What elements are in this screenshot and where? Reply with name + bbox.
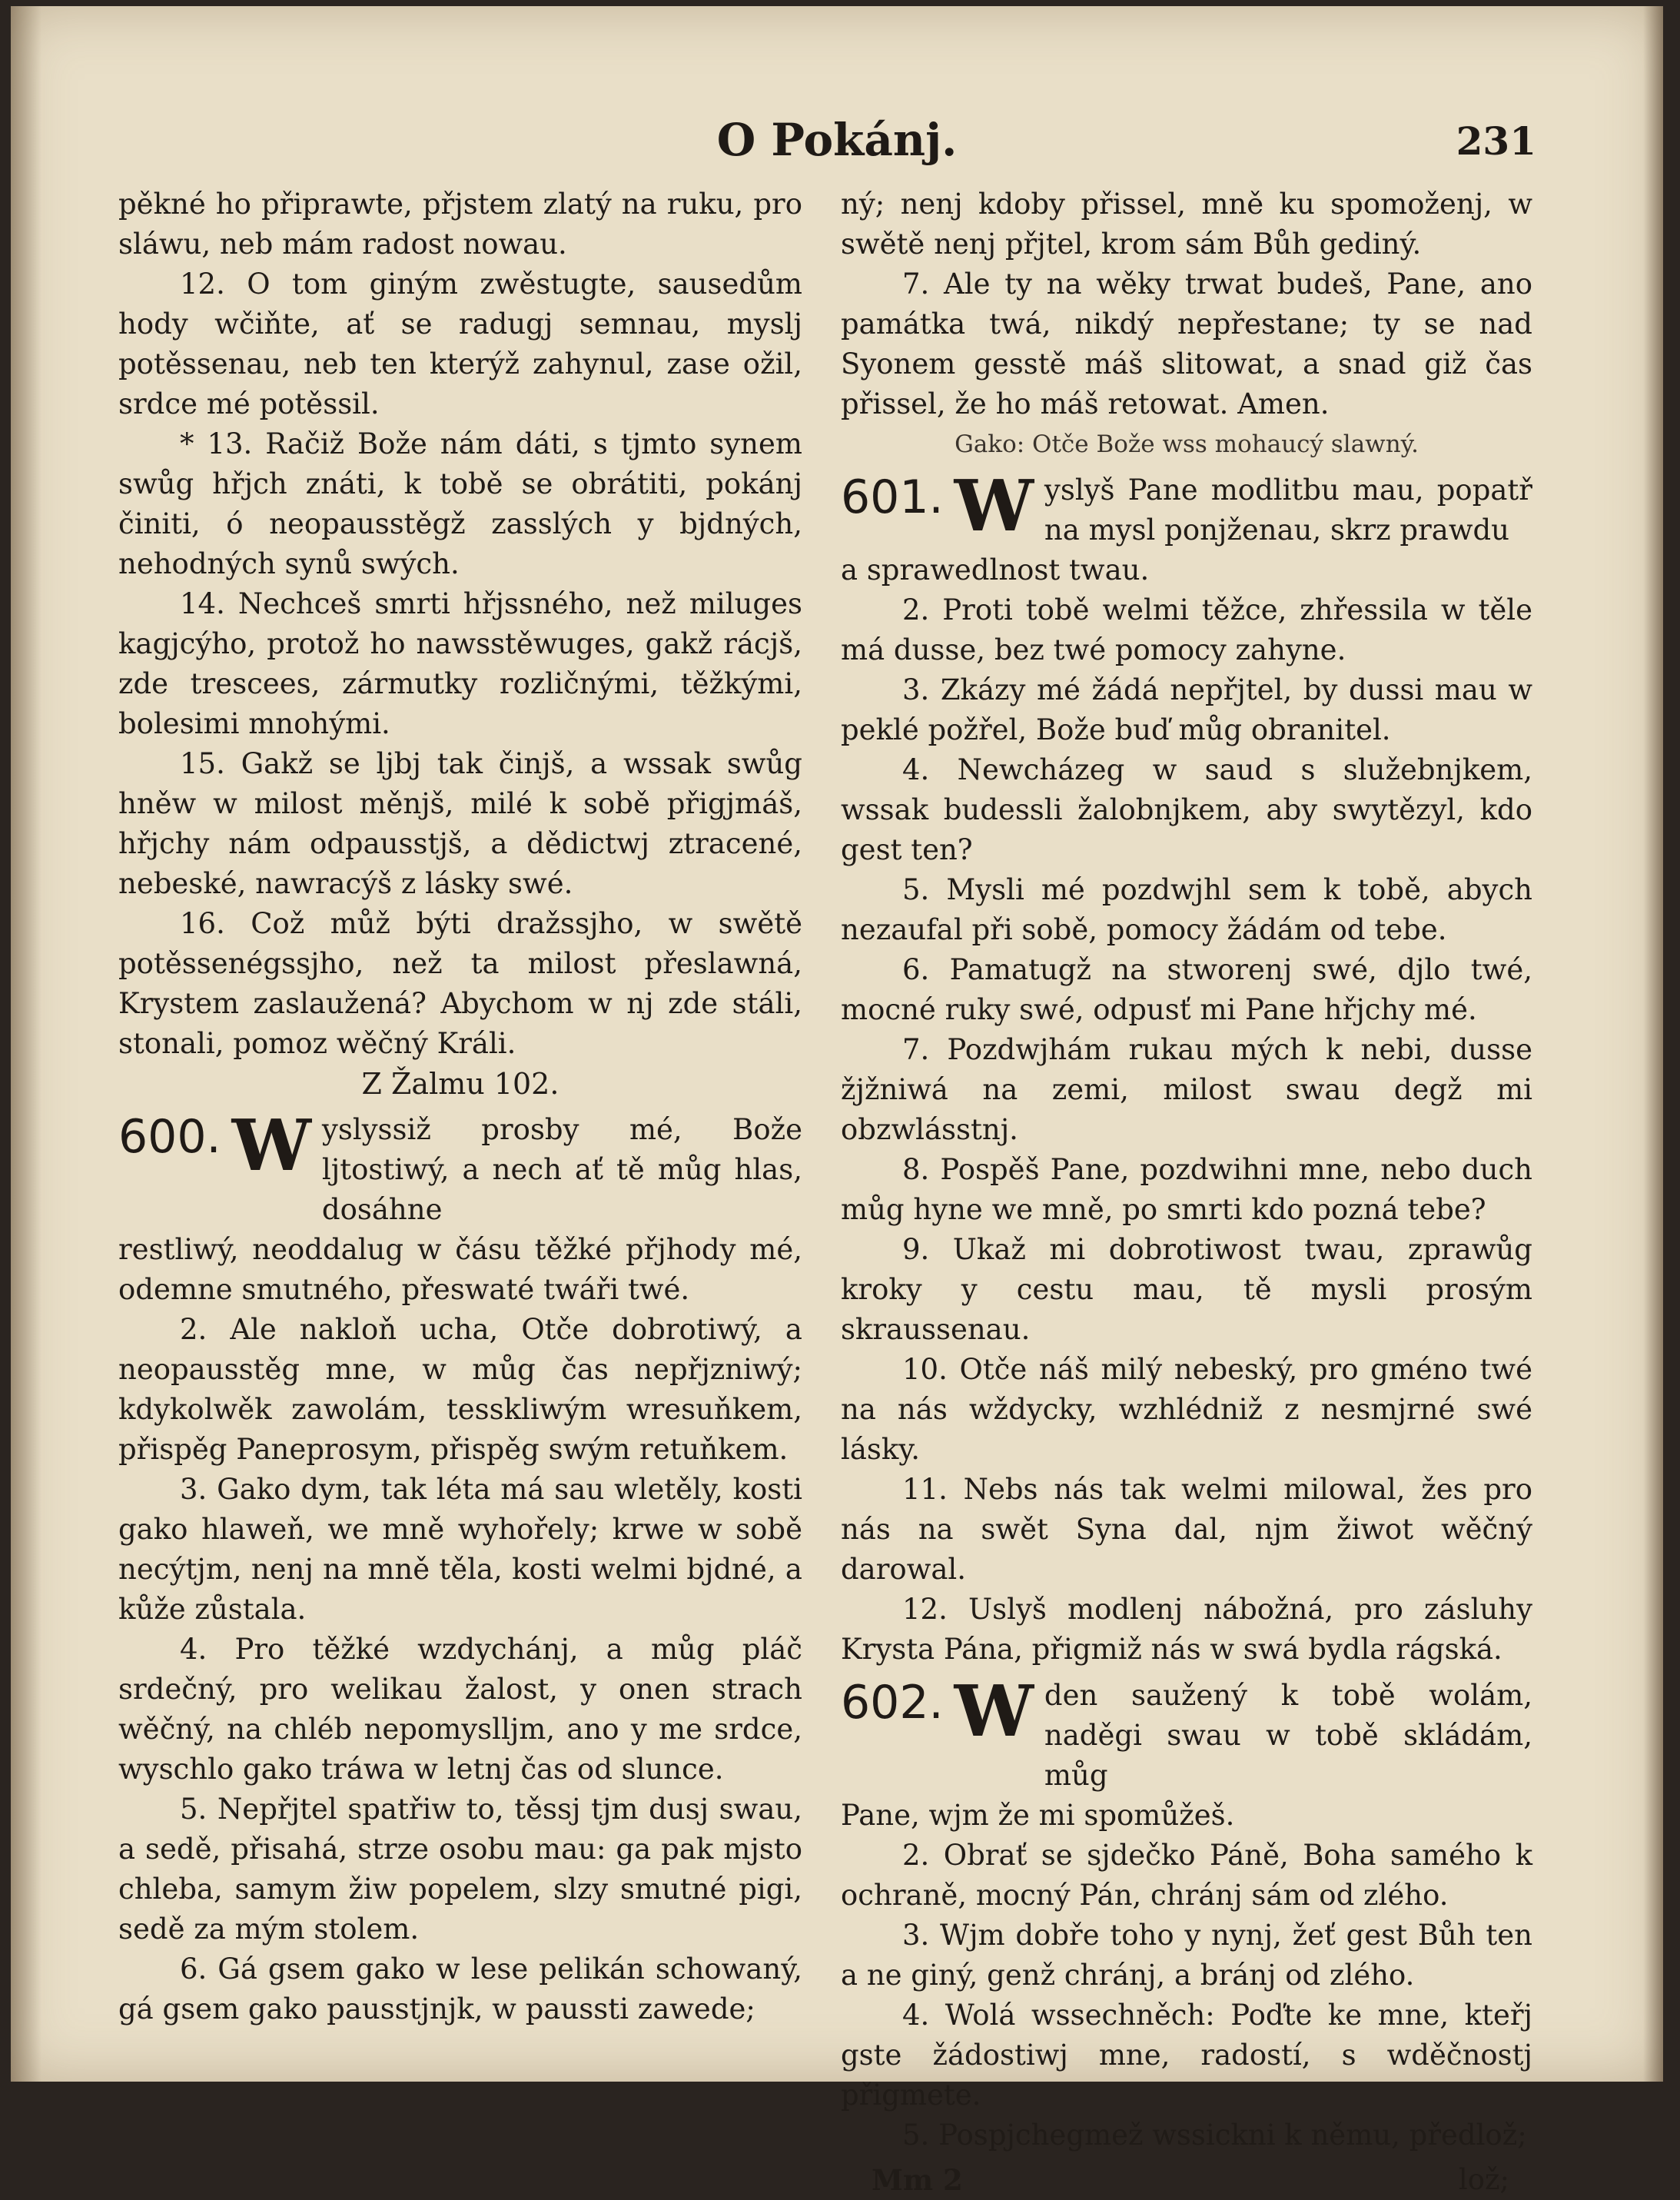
verse-2: 2. Proti tobě welmi těžce, zhřessila w těle má dusse, bez twé pomocy zahyne. <box>841 593 1532 666</box>
hymn-number: 601. <box>841 470 944 524</box>
drop-initial: W <box>954 1670 1034 1753</box>
hymn-602-start <box>841 1670 1532 1796</box>
verse-2: 2. Obrať se sjdečko Páně, Boha samého k ochraně, mocný Pán, chránj sám od zlého. <box>841 1839 1532 1912</box>
hymn-number: 600. <box>118 1110 221 1164</box>
hymn-601-start <box>841 464 1532 550</box>
verse-6: 6. Pamatugž na stworenj swé, djlo twé, mocné ruky swé, odpusť mi Pane hřjchy mé. <box>841 953 1532 1026</box>
psalm-heading: Z Žalmu 102. <box>361 1067 559 1101</box>
verse-4: 4. Wolá wssechněch: Poďte ke mne, kteřj gste žádostiwj mne, radostí, s wděčnostj přigmete. <box>841 1999 1532 2112</box>
page-number: 231 <box>1456 118 1536 164</box>
verse-5: 5. Pospjchegmež wssickni k němu, předlož; <box>902 2119 1527 2152</box>
verse-12: 12. Uslyš modlenj nábožná, pro zásluhy Krysta Pána, přigmiž nás w swá bydla rágská. <box>841 1593 1532 1666</box>
verse-7: 7. Ale ty na wěky trwat budeš, Pane, ano památka twá, nikdý nepřestane; ty se nad Syonem gesstě máš slitowat, a snad giž čas přissel, že ho máš retowat. Amen. <box>841 268 1532 420</box>
hymn-first-line: den saužený k tobě wolám, naděgi swau w tobě skládám, můg <box>1044 1679 1532 1792</box>
hymn-first-line: yslyš Pane modlitbu mau, popatř na mysl ponjženau, skrz prawdu <box>1044 474 1532 547</box>
drop-initial: W <box>231 1104 311 1187</box>
verse-1-rest: Pane, wjm že mi spomůžeš. <box>841 1799 1235 1832</box>
page-gutter <box>11 6 42 2082</box>
right-column <box>841 184 1532 2200</box>
verse-12: 12. O tom giným zwěstugte, sausedům hody wčiňte, ať se radugj semnau, myslj potěssenau, neb ten kterýž zahynul, zase ožil, srdce mé potěssil. <box>118 268 802 420</box>
left-column <box>118 184 802 2029</box>
verse-6: 6. Gá gsem gako w lese pelikán schowaný, gá gsem gako pausstjnjk, w paussti zawede; <box>118 1952 802 2026</box>
page-footer <box>841 2160 1532 2200</box>
hymn-600-start <box>118 1104 802 1230</box>
verse-3: 3. Zkázy mé žádá nepřjtel, by dussi mau w peklé požřel, Bože buď můg obranitel. <box>841 673 1532 746</box>
verse-4: 4. Pro těžké wzdychánj, a můg pláč srdečný, pro welikau žalost, y onen strach wěčný, na chléb nepomyslljm, ano y me srdce, wyschlo gako tráwa w letnj čas od slunce. <box>118 1633 802 1786</box>
verse-15: 15. Gakž se ljbj tak činjš, a wssak swůg hněw w milost měnjš, milé k sobě přigjmáš, hřjchy nám odpausstjš, a dědictwj ztracené, nebeské, nawracýš z lásky swé. <box>118 747 802 900</box>
catchword: lož; <box>1458 2163 1509 2196</box>
verse-continuation: pěkné ho připrawte, přjstem zlatý na ruku, pro sláwu, neb mám radost nowau. <box>118 188 802 261</box>
verse-13: * 13. Račiž Bože nám dáti, s tjmto synem swůg hřjch znáti, k tobě se obrátiti, pokánj činiti, ó neopausstěgž zasslých y bjdných, nehodných synů swých. <box>118 427 802 580</box>
page-edge <box>1643 6 1663 2082</box>
hymn-first-line: yslyssiž prosby mé, Bože ljtostiwý, a nech ať tě můg hlas, dosáhne <box>321 1113 802 1226</box>
verse-1-rest: a sprawedlnost twau. <box>841 553 1150 587</box>
drop-initial: W <box>954 464 1034 547</box>
verse-1-rest: restliwý, neoddalug w čásu těžké přjhody mé, odemne smutného, přeswaté twáři twé. <box>118 1233 802 1306</box>
running-head <box>11 114 1663 175</box>
verse-7: 7. Pozdwjhám rukau mých k nebi, dusse žjžniwá na zemi, milost swau degž mi obzwlásstnj. <box>841 1033 1532 1146</box>
verse-10: 10. Otče náš milý nebeský, pro gméno twé na nás wždycky, wzhlédniž z nesmjrné swé lásky. <box>841 1353 1532 1466</box>
verse-4: 4. Newcházeg w saud s služebnjkem, wssak budessli žalobnjkem, aby swytězyl, kdo gest ten? <box>841 753 1532 866</box>
verse-2: 2. Ale nakloň ucha, Otče dobrotiwý, a neopausstěg mne, w můg čas nepřjzniwý; kdykolwěk zawolám, tesskliwým wresuňkem, přispěg Paneprosym, přispěg swým retuňkem. <box>118 1313 802 1466</box>
page-title: O Pokánj. <box>716 114 958 166</box>
verse-3: 3. Gako dym, tak léta má sau wletěly, kosti gako hlaweň, we mně wyhořely; krwe w sobě necýtjm, nenj na mně těla, kosti welmi bjdné, a kůže zůstala. <box>118 1473 802 1626</box>
verse-14: 14. Nechceš smrti hřjssného, než miluges kagjcýho, protož ho nawsstěwuges, gakž rácjš, zde trescees, zármutky rozličnými, těžkými, bolesimi mnohými. <box>118 587 802 740</box>
melody-note: Gako: Otče Bože wss mohaucý slawný. <box>955 430 1419 458</box>
verse-9: 9. Ukaž mi dobrotiwost twau, zprawůg kroky y cestu mau, tě mysli prosým skraussenau. <box>841 1233 1532 1346</box>
book-page <box>11 6 1663 2197</box>
verse-8: 8. Pospěš Pane, pozdwihni mne, nebo duch můg hyne we mně, po smrti kdo pozná tebe? <box>841 1153 1532 1226</box>
signature-mark: Mm 2 <box>872 2163 963 2197</box>
verse-3: 3. Wjm dobře toho y nynj, žeť gest Bůh ten a ne giný, genž chránj, a bránj od zlého. <box>841 1919 1532 1992</box>
verse-5: 5. Mysli mé pozdwjhl sem k tobě, abych nezaufal při sobě, pomocy žádám od tebe. <box>841 873 1532 946</box>
verse-16: 16. Což můž býti dražssjho, w swětě potěssenégssjho, než ta milost přeslawná, Krystem zaslaužená? Abychom w nj zde stáli, stonali, pomoz wěčný Králi. <box>118 907 802 1060</box>
verse-5: 5. Nepřjtel spatřiw to, těssj tjm dusj swau, a sedě, přisahá, strze osobu mau: ga pak mjsto chleba, samym žiw popelem, slzy smutné pigi, sedě za mým stolem. <box>118 1793 802 1946</box>
verse-11: 11. Nebs nás tak welmi milowal, žes pro nás na swět Syna dal, njm žiwot wěčný darowal. <box>841 1473 1532 1586</box>
verse-continuation: ný; nenj kdoby přissel, mně ku spomoženj, w swětě nenj přjtel, krom sám Bůh gediný. <box>841 188 1532 261</box>
hymn-number: 602. <box>841 1676 944 1730</box>
